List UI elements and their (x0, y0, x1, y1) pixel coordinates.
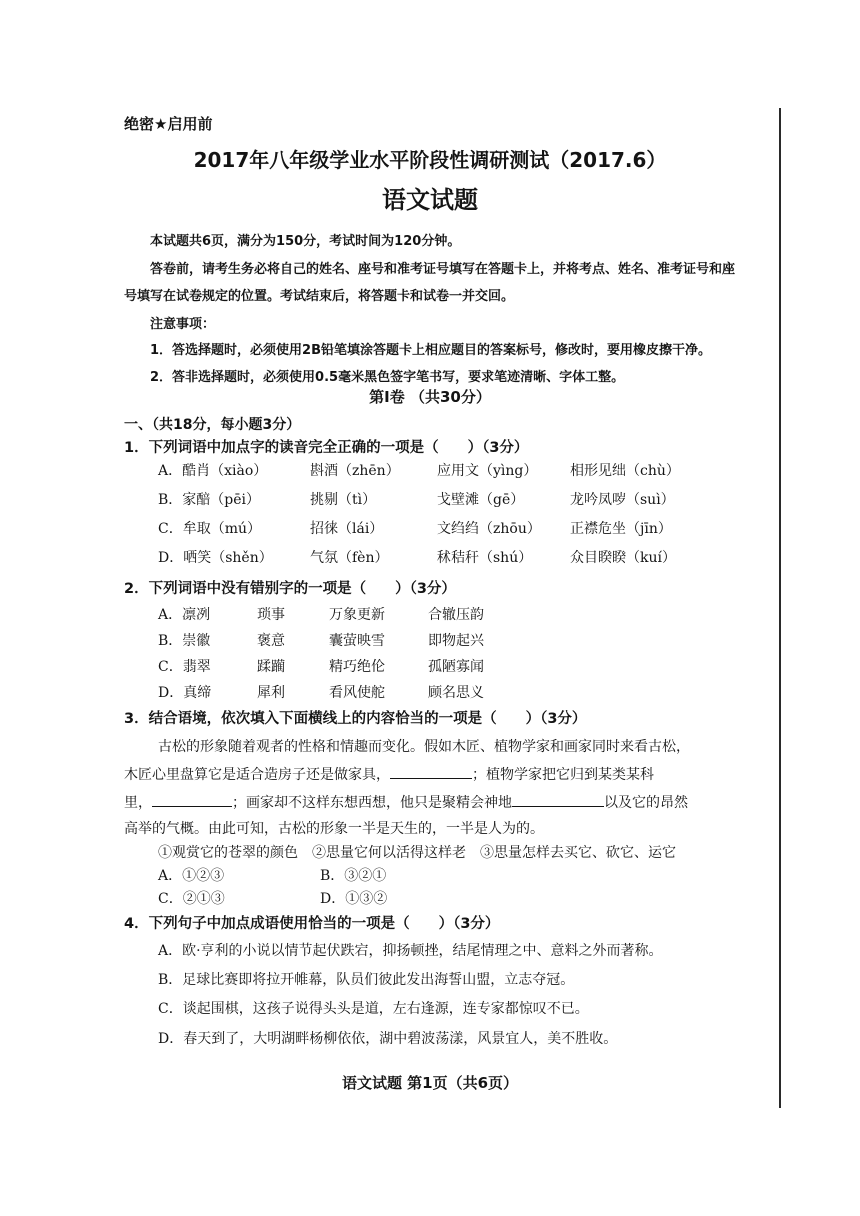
q3-passage-text-2a: 木匠心里盘算它是适合造房子还是做家具， (124, 767, 390, 783)
q1-option-d-2: 气氛（fèn） (310, 550, 389, 566)
q2-option-d-2: 犀利 (257, 685, 285, 701)
q3-passage-text-3b: ；画家却不这样东想西想，他只是聚精会神地 (232, 795, 512, 811)
q2-option-a-2: 琐事 (257, 607, 285, 623)
q3-passage-line-2 (124, 764, 654, 784)
q1-option-c-3: 文绉绉（zhōu） (437, 521, 541, 537)
question-2-stem: 2．下列词语中没有错别字的一项是（ ）（3分） (124, 581, 456, 597)
q2-option-c-2: 蹂躏 (257, 659, 285, 675)
note-2: 2．答非选择题时，必须使用0.5毫米黑色签字笔书写，要求笔迹清晰、字体工整。 (150, 370, 625, 385)
exam-title: 2017年八年级学业水平阶段性调研测试（2017.6） (193, 148, 667, 172)
q2-option-b-2: 褒意 (257, 633, 285, 649)
q1-option-a-3: 应用文（yìng） (437, 463, 538, 479)
q2-option-d-4: 顾名思义 (428, 685, 484, 701)
notes-title: 注意事项： (150, 317, 216, 332)
q1-option-a-1: A．酷肖（xiào） (158, 463, 268, 479)
q1-option-d-3: 秫秸秆（shú） (437, 550, 533, 566)
q1-option-b-3: 戈壁滩（gē） (437, 492, 525, 508)
q2-option-a-4: 合辙压韵 (428, 607, 484, 623)
volume-title: 第Ⅰ卷 （共30分） (369, 388, 491, 406)
q3-passage-line-3 (124, 792, 688, 812)
q2-option-b-4: 即物起兴 (428, 633, 484, 649)
q3-blank-2 (152, 792, 232, 807)
page-edge-line (779, 108, 781, 1108)
page-footer: 语文试题 第1页（共6页） (341, 1074, 519, 1092)
q2-option-a-1: A．凛冽 (158, 607, 211, 623)
instruction-line-2a: 答卷前，请考生务必将自己的姓名、座号和准考证号填写在答题卡上，并将考点、姓名、准考证号和座 (150, 262, 736, 277)
q3-passage-text-3c: 以及它的昂然 (604, 795, 688, 811)
note-1: 1．答选择题时，必须使用2B铅笔填涂答题卡上相应题目的答案标号，修改时，要用橡皮擦干净。 (150, 343, 712, 358)
q1-option-a-4: 相形见绌（chù） (570, 463, 680, 479)
q1-option-a-2: 斟酒（zhēn） (310, 463, 400, 479)
q3-passage-line-1: 古松的形象随着观者的性格和情趣而变化。假如木匠、植物学家和画家同时来看古松， (158, 739, 690, 755)
q3-passage-line-4: 高举的气概。由此可知，古松的形象一半是天生的，一半是人为的。 (124, 821, 544, 837)
q3-choices: ①观赏它的苍翠的颜色 ②思量它何以活得这样老 ③思量怎样去买它、砍它、运它 (158, 845, 676, 861)
q3-passage-text-2b: ；植物学家把它归到某类某科 (472, 767, 654, 783)
section-1-heading: 一、（共18分，每小题3分） (124, 417, 301, 433)
q3-option-d: D．①③② (320, 891, 388, 907)
q3-blank-1 (390, 764, 472, 779)
q4-option-c: C．谈起围棋，这孩子说得头头是道，左右逢源，连专家都惊叹不已。 (158, 1001, 589, 1017)
q4-option-a: A．欧·亨利的小说以情节起伏跌宕，抑扬顿挫，结尾情理之中、意料之外而著称。 (158, 943, 663, 959)
q2-option-c-4: 孤陋寡闻 (428, 659, 484, 675)
q2-option-d-1: D．真缔 (158, 685, 212, 701)
question-4-stem: 4．下列句子中加点成语使用恰当的一项是（ ）（3分） (124, 916, 500, 932)
q1-option-d-1: D．哂笑（shěn） (158, 550, 273, 566)
q2-option-c-1: C．翡翠 (158, 659, 211, 675)
exam-subtitle: 语文试题 (382, 186, 478, 214)
q2-option-d-3: 看风使舵 (329, 685, 385, 701)
q3-blank-3 (512, 792, 604, 807)
q4-option-d: D．春天到了，大明湖畔杨柳依依，湖中碧波荡漾，风景宜人，美不胜收。 (158, 1031, 618, 1047)
q1-option-c-4: 正襟危坐（jīn） (570, 521, 672, 537)
question-1-stem: 1．下列词语中加点字的读音完全正确的一项是（ ）（3分） (124, 440, 529, 456)
q3-option-c: C．②①③ (158, 891, 225, 907)
q1-option-c-1: C．牟取（mú） (158, 521, 262, 537)
q3-option-a: A．①②③ (158, 868, 225, 884)
q3-passage-text-3a: 里， (124, 795, 152, 811)
instruction-line-2b: 号填写在试卷规定的位置。考试结束后，将答题卡和试卷一并交回。 (124, 289, 515, 304)
q2-option-b-3: 囊萤映雪 (329, 633, 385, 649)
question-3-stem: 3．结合语境，依次填入下面横线上的内容恰当的一项是（ ）（3分） (124, 711, 587, 727)
secret-label: 绝密★启用前 (124, 115, 213, 133)
q1-option-b-4: 龙吟凤哕（suì） (570, 492, 675, 508)
q2-option-a-3: 万象更新 (329, 607, 385, 623)
q1-option-b-2: 挑剔（tì） (310, 492, 377, 508)
q1-option-d-4: 众目睽睽（kuí） (570, 550, 676, 566)
q3-option-b: B．③②① (320, 868, 387, 884)
q2-option-b-1: B．崇徽 (158, 633, 211, 649)
q1-option-b-1: B．家醅（pēi） (158, 492, 261, 508)
q1-option-c-2: 招徕（lái） (310, 521, 384, 537)
q4-option-b: B．足球比赛即将拉开帷幕，队员们彼此发出海誓山盟，立志夺冠。 (158, 972, 575, 988)
instruction-line-1: 本试题共6页，满分为150分，考试时间为120分钟。 (150, 234, 461, 249)
q2-option-c-3: 精巧绝伦 (329, 659, 385, 675)
